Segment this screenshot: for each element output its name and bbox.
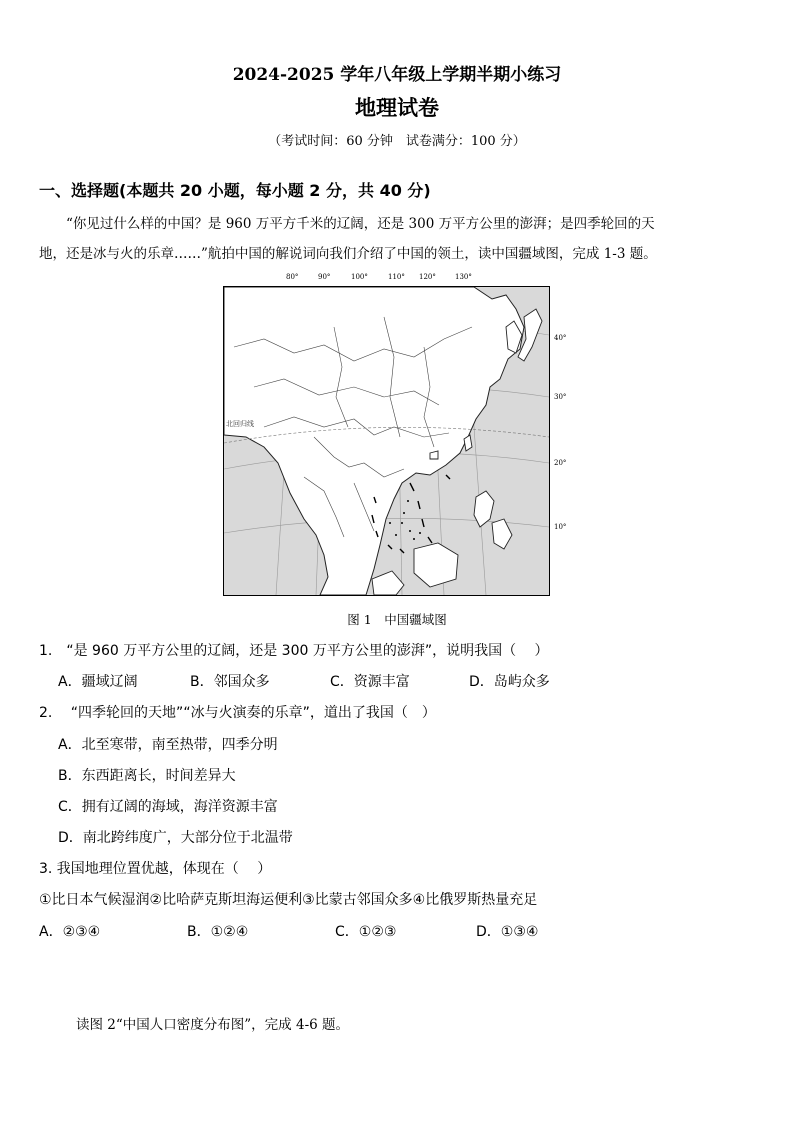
question-1-option-b[interactable]: B．邻国众多 xyxy=(190,674,270,690)
lat-label: 40° xyxy=(554,334,567,342)
question-1-option-a[interactable]: A．疆域辽阔 xyxy=(58,674,138,690)
question-2-option-d[interactable]: D．南北跨纬度广，大部分位于北温带 xyxy=(58,830,293,846)
question-2-stem: 2. “四季轮回的天地”“冰与火演奏的乐章”，道出了我国（ ） xyxy=(39,705,436,721)
question-1-option-d[interactable]: D．岛屿众多 xyxy=(469,674,550,690)
lon-label: 80° xyxy=(286,273,299,281)
question-3-statement: ①比日本气候湿润②比哈萨克斯坦海运便利③比蒙古邻国众多④比俄罗斯热量充足 xyxy=(39,892,538,908)
lon-label: 120° xyxy=(419,273,436,281)
question-3-option-c[interactable]: C．①②③ xyxy=(335,924,397,940)
lat-label: 10° xyxy=(554,523,567,531)
lon-label: 110° xyxy=(388,273,405,281)
question-1-stem: 1. “是 960 万平方公里的辽阔，还是 300 万平方公里的澎湃”，说明我国（ ） xyxy=(39,643,549,659)
figure-caption: 图 1 中国疆域图 xyxy=(347,612,447,627)
question-3-option-b[interactable]: B．①②④ xyxy=(187,924,249,940)
question-3-option-a[interactable]: A．②③④ xyxy=(39,924,101,940)
question-2-option-a[interactable]: A．北至寒带，南至热带，四季分明 xyxy=(58,737,278,753)
lon-label: 130° xyxy=(455,273,472,281)
question-2-option-b[interactable]: B．东西距离长，时间差异大 xyxy=(58,768,236,784)
intro-line-1: “你见过什么样的中国？是 960 万平方千米的辽阔，还是 300 万平方公里的澎湃；是四季轮回的天 xyxy=(66,216,655,232)
exam-subject-title: 地理试卷 xyxy=(355,95,439,120)
tropic-of-cancer-label: 北回归线 xyxy=(226,420,254,428)
next-section-intro: 读图 2“中国人口密度分布图”，完成 4-6 题。 xyxy=(76,1017,350,1033)
question-3-option-d[interactable]: D．①③④ xyxy=(476,924,539,940)
china-territory-map xyxy=(223,286,550,596)
intro-line-2: 地，还是冰与火的乐章……”航拍中国的解说词向我们介绍了中国的领土，读中国疆域图，完成 1-3 题。 xyxy=(39,246,657,262)
lon-label: 90° xyxy=(318,273,331,281)
lon-label: 100° xyxy=(351,273,368,281)
exam-title: 2024-2025 学年八年级上学期半期小练习 xyxy=(232,65,562,85)
question-3-stem: 3. 我国地理位置优越，体现在（ ） xyxy=(39,861,272,877)
map-drawing xyxy=(224,287,549,595)
lat-label: 20° xyxy=(554,459,567,467)
question-2-option-c[interactable]: C．拥有辽阔的海域，海洋资源丰富 xyxy=(58,799,278,815)
exam-info: （考试时间：60 分钟 试卷满分：100 分） xyxy=(268,134,526,149)
lat-label: 30° xyxy=(554,393,567,401)
question-1-option-c[interactable]: C．资源丰富 xyxy=(330,674,410,690)
section-heading: 一、选择题(本题共 20 小题，每小题 2 分，共 40 分) xyxy=(39,181,431,200)
